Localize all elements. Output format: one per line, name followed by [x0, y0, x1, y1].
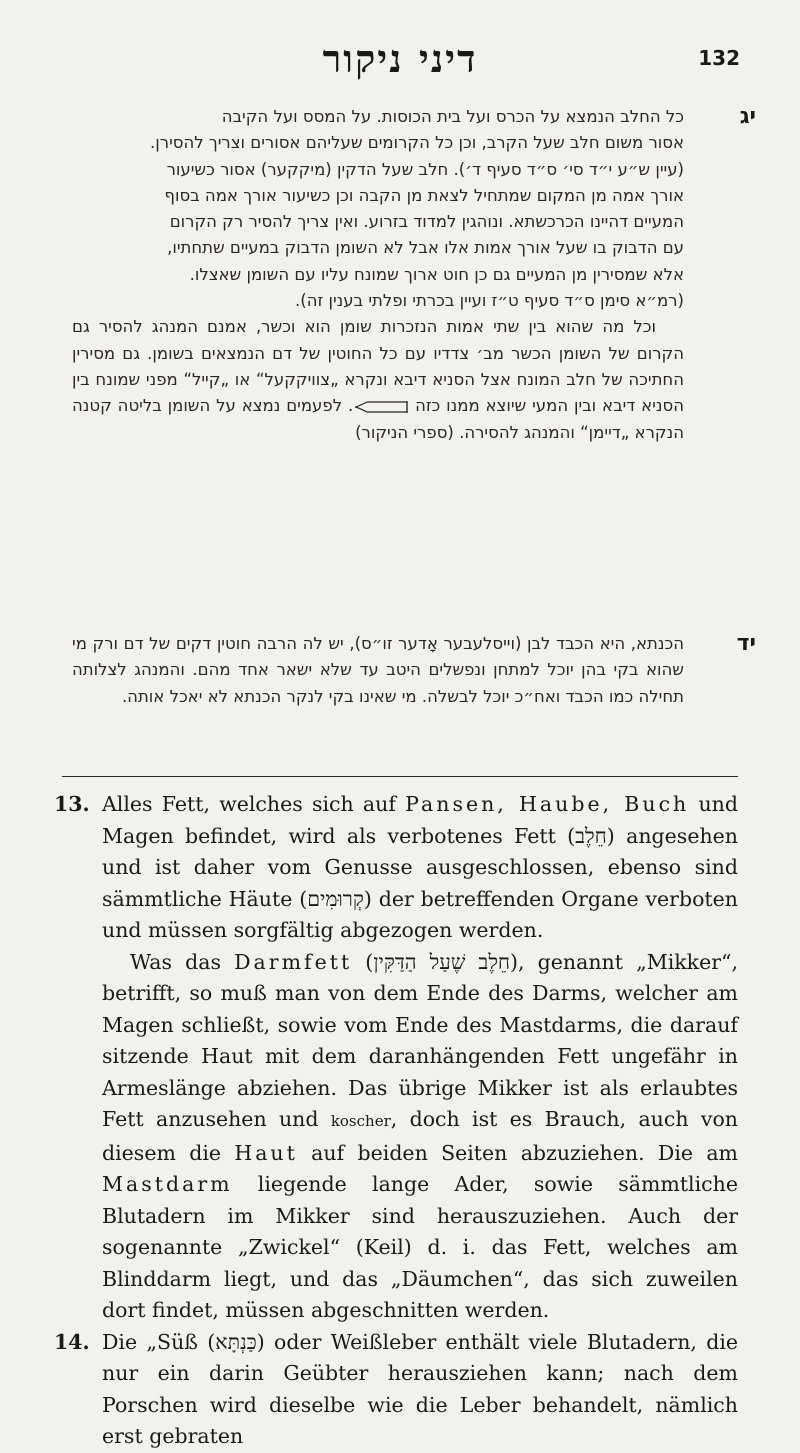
page-header — [0, 36, 800, 96]
text-run-spaced: Mastdarm — [102, 1172, 233, 1196]
entry-number: 14. — [54, 1329, 90, 1354]
hebrew-line: אלא שמסירין מן המעיים גם כן חוט ארוך שמונח עליו עם השומן שאצלו. — [189, 264, 684, 284]
hebrew-section-label-14: יד — [736, 631, 756, 656]
text-run: Alles Fett, welches sich auf — [102, 792, 406, 816]
text-run-small: koscher — [330, 1112, 391, 1130]
hebrew-section-13 — [72, 104, 684, 446]
intestine-diagram-icon — [353, 399, 409, 415]
hebrew-paragraph — [72, 314, 684, 445]
section-divider — [62, 776, 738, 777]
german-entry-14 — [54, 1327, 738, 1453]
hebrew-section-label-13: יג — [739, 104, 756, 129]
german-paragraph — [102, 947, 738, 1327]
german-entry-13 — [54, 789, 738, 1327]
text-run-spaced: Pansen, Haube, Buch — [405, 792, 690, 816]
hebrew-line: כל החלב הנמצא על הכרס ועל בית הכוסות. על המסס ועל הקיבה — [221, 107, 684, 126]
page-title: דיני ניקור — [322, 36, 478, 81]
text-run: , doch ist es Brauch, auch von diesem die — [102, 1107, 738, 1165]
hebrew-paragraph-text: וכל מה שהוא בין שתי אמות הנזכרות שומן הוא וכשר, אמנם המנהג להסיר גם הקרום של השומן הכשר מב׳ צדדיו עם כל החוטין של דם הנמצאים בשומן. גם מסירין החתיכה של חלב המונח אצל הסניא דיבא ונקרא „צוויקקעל“ או „קייל“ מפני שמונח בין הסניא דיבא ובין המעי שיוצא ממנו כזה — [72, 317, 684, 416]
text-run: Die „Süß (כַּנְתָּא) oder Weißleber enthält viele Blutadern, die nur ein darin Geübter herausziehen kann; nach dem Porschen wird dieselbe wie die Leber behandelt, nämlich erst gebraten — [102, 1329, 739, 1448]
hebrew-line: המעיים דהיינו הכרכשתא. ונוהגין למדוד בזרוע. ואין צריך להסיר רק הקרום — [169, 212, 684, 232]
hebrew-line: אורך אמה מן המקום שמתחיל לצאת מן הקבה וכן כשיעור אורך אמה בסוף — [164, 185, 684, 205]
text-run: und Magen befindet, wird als verbotenes Fett (חֵלֶב) angesehen und ist daher vom Genusse ausgeschlossen, ebenso sind sämmtliche Häute (קְרוּמִים) der betreffenden Organe verboten und müssen sorgfältig abgezogen werden. — [102, 792, 738, 942]
text-run: auf beiden Seiten abzuziehen. Die am — [297, 1140, 738, 1165]
hebrew-line: (עיין ש״ע י״ד סי׳ ס״ד סעיף ד׳). חלב שעל הדקין (מיקקער) אסור כשיעור — [166, 159, 684, 179]
text-run-spaced: Haut — [234, 1140, 298, 1165]
text-run: (חֵלֶב שֶׁעַל הַדַּקִּין), genannt „Mikker“, betrifft, so muß man von dem Ende des Darms, welcher am Magen schließt, sowie vom Ende des Mastdarms, die darauf sitzende Haut mit dem daranhängenden Fett ungefähr in Armeslänge abziehen. Das übrige Mikker ist als erlaubtes Fett anzusehen und — [102, 949, 739, 1131]
entry-number: 13. — [54, 792, 90, 816]
hebrew-paragraph-tail: . לפעמים נמצא על השומן בליטה קטנה הנקרא „דיימן“ והמנהג להסירה. (ספרי הניקור) — [72, 396, 684, 442]
hebrew-line: (רמ״א סימן ס״ד סעיף ט״ז ועיין בכרתי ופלתי בענין זה). — [295, 291, 684, 311]
german-translation — [54, 789, 738, 1453]
page-number: 132 — [698, 46, 740, 70]
hebrew-section-14 — [72, 631, 684, 710]
text-run-spaced: Darmfett — [234, 949, 353, 974]
text-run: Was das — [130, 949, 235, 974]
hebrew-line: עם הדבוק בו שעל אורך אמות אלו אבל לא השומן הדבוק במעיים שתחתיו, — [167, 238, 684, 258]
hebrew-line: אסור משום חלב שעל הקרב, וכן כל הקרומים שעליהם אסורים וצריך להסירן. — [150, 133, 684, 153]
german-paragraph — [102, 1327, 738, 1453]
text-run: liegende lange Ader, sowie sämmtliche Blutadern im Mikker sind herauszuziehen. Auch der sogenannte „Zwickel“ (Keil) d. i. das Fett, welches am Blinddarm liegt, und das „Däumchen“, das sich zuweilen dort findet, müssen abgeschnitten werden. — [102, 1172, 738, 1322]
hebrew-paragraph: הכנתא, היא הכבד לבן (וייסלעבער אָדער זו״ס), יש לה הרבה חוטין דקים של דם ורק מי שהוא בקי בהן יוכל למתחן ונפשלים היטב עד שלא ישאר אחד מהם. והמנהג לצלותה תחילה כמו הכבד ואח״כ יוכל לבשלה. מי שאינו בקי לנקר הכנתא לא יאכל אותה. — [72, 634, 684, 706]
german-paragraph — [102, 789, 738, 947]
